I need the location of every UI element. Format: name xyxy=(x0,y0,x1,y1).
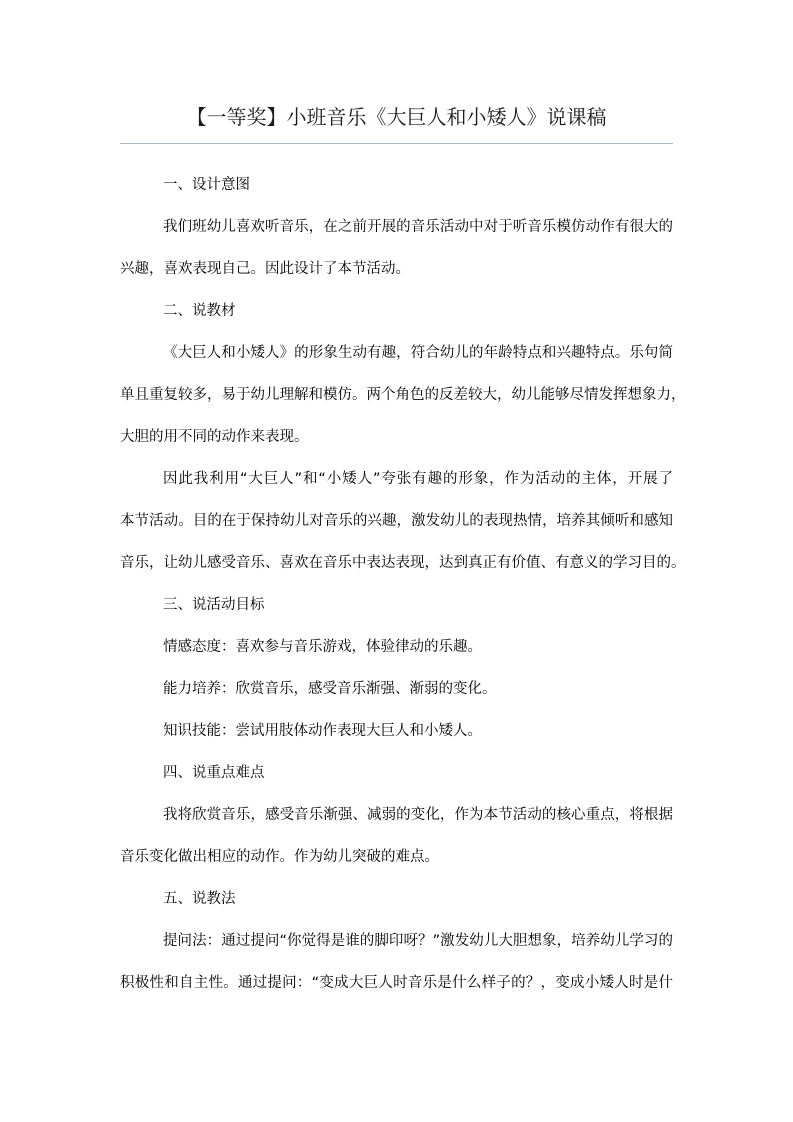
paragraph-line: 我将欣赏音乐，感受音乐渐强、减弱的变化，作为本节活动的核心重点，将根据 xyxy=(163,807,673,823)
paragraph-line: 音乐，让幼儿感受音乐、喜欢在音乐中表达表现，达到真正有价值、有意义的学习目的。 xyxy=(120,555,686,571)
paragraph-line: 我们班幼儿喜欢听音乐，在之前开展的音乐活动中对于听音乐模仿动作有很大的 xyxy=(163,219,673,235)
title-divider xyxy=(120,143,673,144)
paragraph-line: 单且重复较多，易于幼儿理解和模仿。两个角色的反差较大，幼儿能够尽情发挥想象力， xyxy=(120,387,686,403)
document-title: 【一等奖】小班音乐《大巨人和小矮人》说课稿 xyxy=(186,105,607,129)
paragraph-line: 《大巨人和小矮人》的形象生动有趣，符合幼儿的年龄特点和兴趣特点。乐句简 xyxy=(163,345,673,361)
section-heading-activity-goals: 三、说活动目标 xyxy=(163,597,265,613)
paragraph-line: 提问法：通过提问“你觉得是谁的脚印呀？”激发幼儿大胆想象，培养幼儿学习的 xyxy=(163,933,673,949)
section-heading-teaching-methods: 五、说教法 xyxy=(163,891,236,907)
paragraph-line: 本节活动。目的在于保持幼儿对音乐的兴趣，激发幼儿的表现热情，培养其倾听和感知 xyxy=(120,513,673,529)
paragraph-line: 积极性和自主性。通过提问：“变成大巨人时音乐是什么样子的？，变成小矮人时是什 xyxy=(120,975,673,991)
goal-ability-development: 能力培养：欣赏音乐，感受音乐渐强、渐弱的变化。 xyxy=(163,681,497,697)
section-heading-design-intent: 一、设计意图 xyxy=(163,177,250,193)
paragraph-line: 因此我利用“大巨人”和“小矮人”夸张有趣的形象，作为活动的主体，开展了 xyxy=(163,471,673,487)
paragraph-line: 兴趣，喜欢表现自己。因此设计了本节活动。 xyxy=(120,261,410,277)
paragraph-line: 大胆的用不同的动作来表现。 xyxy=(120,429,309,445)
goal-knowledge-skills: 知识技能：尝试用肢体动作表现大巨人和小矮人。 xyxy=(163,723,482,739)
section-heading-teaching-material: 二、说教材 xyxy=(163,303,236,319)
goal-emotional-attitude: 情感态度：喜欢参与音乐游戏，体验律动的乐趣。 xyxy=(163,639,482,655)
paragraph-line: 音乐变化做出相应的动作。作为幼儿突破的难点。 xyxy=(120,849,439,865)
section-heading-key-points: 四、说重点难点 xyxy=(163,765,265,781)
